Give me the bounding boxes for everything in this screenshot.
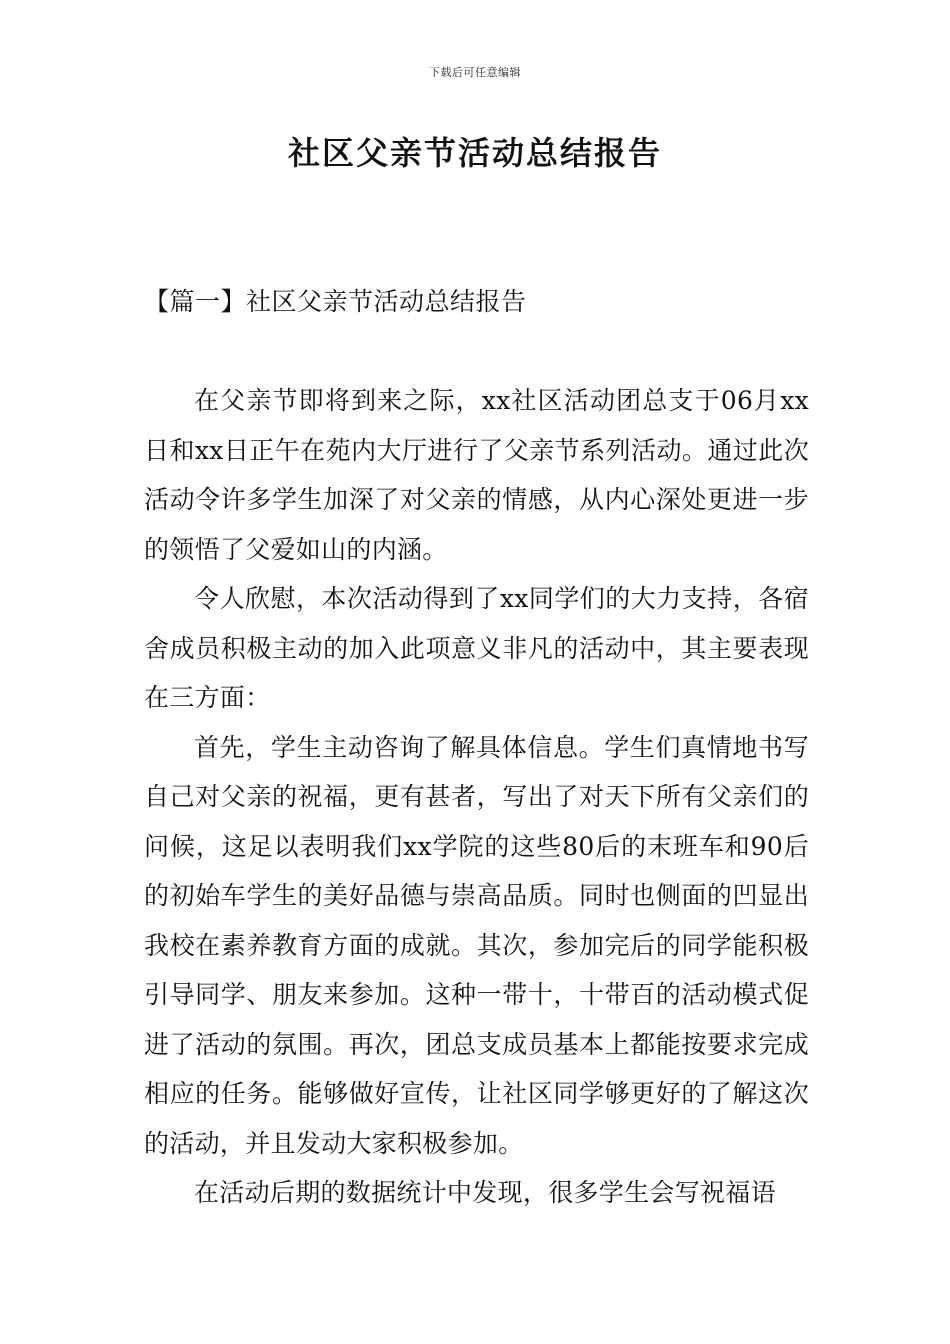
document-title: 社区父亲节活动总结报告 <box>287 134 662 172</box>
paragraph-4: 在活动后期的数据统计中发现，很多学生会写祝福语 <box>194 1178 776 1207</box>
header-note: 下载后可任意编辑 <box>429 66 521 79</box>
paragraph-2: 令人欣慰，本次活动得到了xx同学们的大力支持，各宿舍成员积极主动的加入此项意义非凡的活动中，其主要表现在三方面： <box>144 584 809 712</box>
section-heading: 【篇一】社区父亲节活动总结报告 <box>144 287 527 316</box>
paragraph-1: 在父亲节即将到来之际，xx社区活动团总支于06月xx日和xx日正午在苑内大厅进行了父亲节系列活动。通过此次活动令许多学生加深了对父亲的情感，从内心深处更进一步的领悟了父爱如山的内涵。 <box>144 386 809 564</box>
body-text <box>144 376 809 1218</box>
paragraph-3: 首先，学生主动咨询了解具体信息。学生们真情地书写自己对父亲的祝福，更有甚者，写出了对天下所有父亲们的问候，这足以表明我们xx学院的这些80后的末班车和90后的初始车学生的美好品德与崇高品质。同时也侧面的凹显出我校在素养教育方面的成就。其次，参加完后的同学能积极引导同学、朋友来参加。这种一带十，十带百的活动模式促进了活动的氛围。再次，团总支成员基本上都能按要求完成相应的任务。能够做好宣传，让社区同学够更好的了解这次的活动，并且发动大家积极参加。 <box>144 732 809 1158</box>
